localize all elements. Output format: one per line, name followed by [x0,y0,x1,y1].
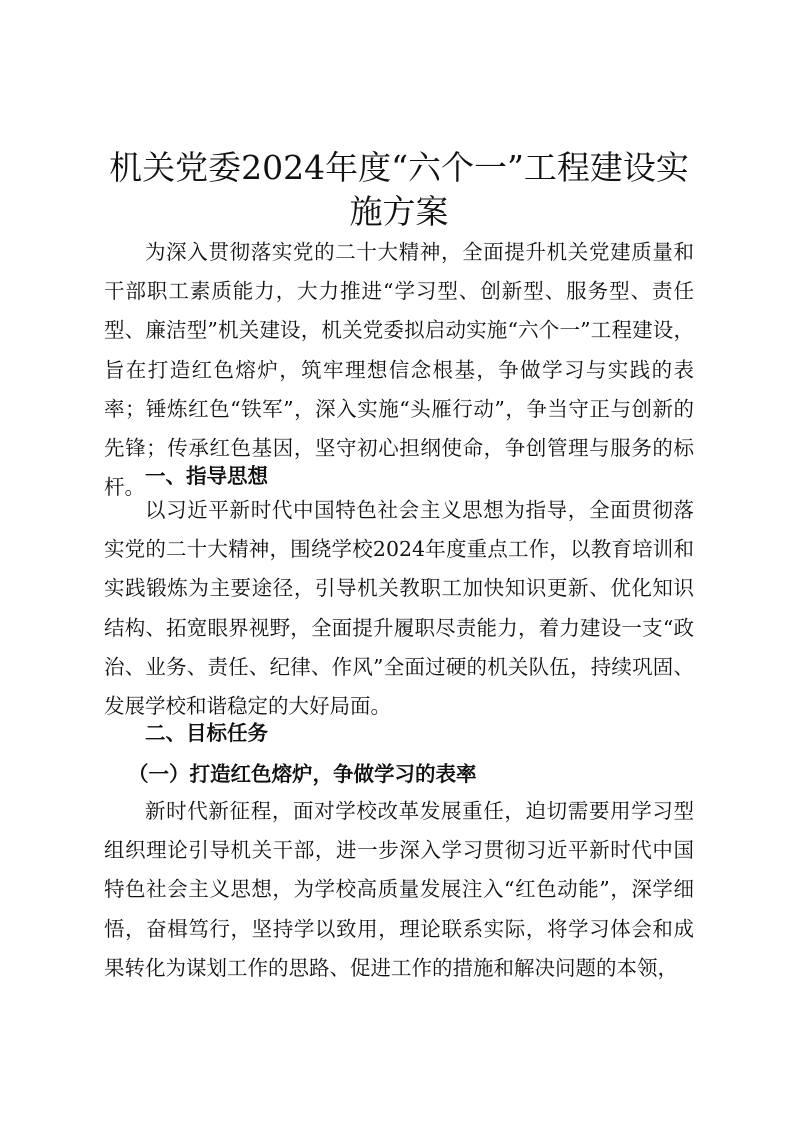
guiding-ideology-paragraph: 以习近平新时代中国特色社会主义思想为指导，全面贯彻落实党的二十大精神，围绕学校2024年度重点工作，以教育培训和实践锻炼为主要途径，引导机关教职工加快知识更新、优化知识结构、拓宽眼界视野，全面提升履职尽责能力，着力建设一支“政治、业务、责任、纪律、作风”全面过硬的机关队伍，持续巩固、发展学校和谐稳定的大好局面。 [104,498,694,719]
section-heading-objectives: 二、目标任务 [145,721,268,745]
red-furnace-paragraph: 新时代新征程，面对学校改革发展重任，迫切需要用学习型组织理论引导机关干部，进一步深入学习贯彻习近平新时代中国特色社会主义思想，为学校高质量发展注入“红色动能”，深学细悟，奋楫笃行，坚持学以致用，理论联系实际，将学习体会和成果转化为谋划工作的思路、促进工作的措施和解决问题的本领， [104,799,694,980]
intro-paragraph: 为深入贯彻落实党的二十大精神，全面提升机关党建质量和干部职工素质能力，大力推进“学习型、创新型、服务型、责任型、廉洁型”机关建设，机关党委拟启动实施“六个一”工程建设，旨在打造红色熔炉，筑牢理想信念根基，争做学习与实践的表率；锤炼红色“铁军”，深入实施“头雁行动”，争当守正与创新的先锋；传承红色基因，坚守初心担纲使命，争创管理与服务的标杆。 [104,240,694,500]
subsection-heading-red-furnace: （一）打造红色熔炉，争做学习的表率 [128,762,477,786]
document-title: 机关党委2024年度“六个一”工程建设实施方案 [109,148,689,231]
section-heading-guiding-ideology: 一、指导思想 [145,464,268,488]
